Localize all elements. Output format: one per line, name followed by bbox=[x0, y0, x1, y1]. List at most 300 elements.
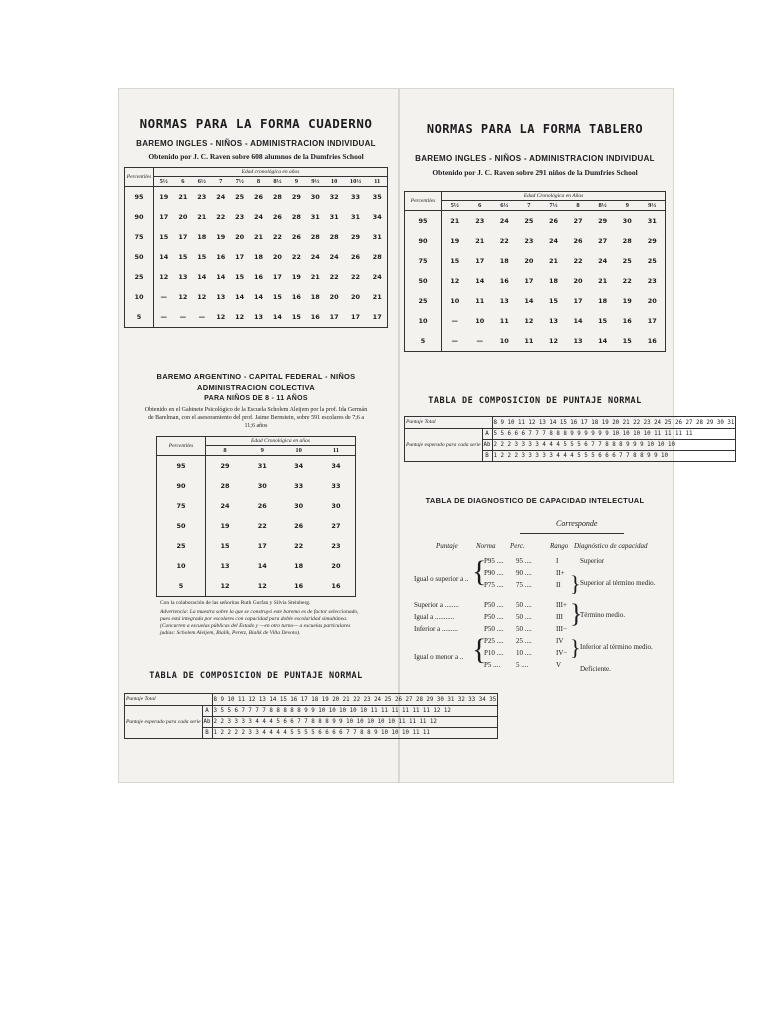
perc-cell: 90 .... bbox=[516, 569, 532, 577]
value-cell: 24 bbox=[220, 502, 230, 510]
total-values: 8 9 10 11 12 13 14 15 16 17 18 19 20 21 22 23 24 25 26 27 28 29 30 31 bbox=[492, 417, 736, 429]
total-label: Puntaje Total bbox=[125, 694, 213, 706]
rango-cell: IV− bbox=[556, 649, 568, 657]
age-header: Edad cronológica en años bbox=[154, 168, 388, 177]
series-a-values: 3 5 5 6 7 7 7 7 8 8 8 8 8 9 9 10 10 10 10 10 11 11 11 11 11 11 12 12 bbox=[212, 706, 498, 717]
value-cell: 12 bbox=[216, 313, 226, 321]
percentile-cell: 5 bbox=[405, 331, 442, 352]
table-row bbox=[125, 227, 388, 247]
value-cell: 18 bbox=[499, 257, 509, 265]
value-cell: 22 bbox=[350, 273, 361, 281]
value-cell: 17 bbox=[159, 213, 169, 221]
table-row bbox=[405, 271, 666, 291]
value-cell: 17 bbox=[647, 317, 657, 325]
value-cell: 20 bbox=[178, 213, 188, 221]
value-cell: 31 bbox=[647, 217, 657, 225]
value-cell: 13 bbox=[499, 297, 509, 305]
value-cell: 18 bbox=[598, 297, 608, 305]
mid-label-superior: Superior a ........ bbox=[414, 601, 459, 609]
value-cell: 23 bbox=[197, 193, 207, 201]
percentile-cell: 10 bbox=[157, 556, 206, 576]
percentile-cell: 75 bbox=[405, 251, 442, 271]
value-cell: 16 bbox=[310, 313, 320, 321]
value-cell: — bbox=[451, 337, 458, 345]
value-cell: 23 bbox=[647, 277, 657, 285]
perc-cell: 95 .... bbox=[516, 557, 532, 565]
age-column-header: 11 bbox=[317, 446, 356, 456]
value-cell: 13 bbox=[216, 293, 226, 301]
series-ab-values: 2 2 3 3 3 3 4 4 4 5 6 6 7 7 8 8 8 9 9 10 10 10 10 10 11 11 11 12 bbox=[212, 717, 498, 728]
value-cell: 29 bbox=[598, 217, 608, 225]
value-cell: 25 bbox=[524, 217, 534, 225]
value-cell: 13 bbox=[220, 562, 230, 570]
norma-cell: P50 .... bbox=[484, 625, 504, 633]
value-cell: 19 bbox=[159, 193, 169, 201]
value-cell: 23 bbox=[331, 542, 341, 550]
norma-cell: P95 .... bbox=[484, 557, 504, 565]
value-cell: 25 bbox=[647, 257, 657, 265]
norma-cell: P50 .... bbox=[484, 601, 504, 609]
value-cell: 14 bbox=[257, 562, 267, 570]
percentile-cell: 90 bbox=[125, 207, 154, 227]
value-cell: 18 bbox=[548, 277, 558, 285]
corresponde-label: Corresponde bbox=[556, 519, 598, 528]
superior-group-label: Igual o superior a .. bbox=[414, 575, 469, 583]
composition-title-right: TABLA DE COMPOSICION DE PUNTAJE NORMAL bbox=[428, 396, 642, 406]
table-row bbox=[125, 287, 388, 307]
table-row bbox=[405, 231, 666, 251]
value-cell: 28 bbox=[291, 213, 301, 221]
value-cell: 22 bbox=[294, 542, 304, 550]
percentiles-header: Percentiles bbox=[125, 168, 154, 187]
value-cell: 22 bbox=[573, 257, 583, 265]
value-cell: — bbox=[179, 313, 187, 321]
value-cell: — bbox=[160, 313, 167, 321]
rango-cell: III bbox=[556, 613, 563, 621]
value-cell: 24 bbox=[216, 193, 226, 201]
composition-table-right bbox=[404, 416, 736, 462]
age-column-header: 8 bbox=[249, 177, 268, 187]
age-column-header: 7 bbox=[517, 201, 542, 211]
percentiles-header: Percentiles bbox=[157, 437, 206, 456]
percentile-cell: 10 bbox=[405, 311, 442, 331]
value-cell: 29 bbox=[291, 193, 301, 201]
ages-row bbox=[125, 177, 388, 187]
value-cell: 25 bbox=[235, 193, 245, 201]
mid-label-inferior: Inferior a ......... bbox=[414, 625, 458, 633]
composition-table-left bbox=[124, 693, 498, 739]
value-cell: 20 bbox=[272, 253, 282, 261]
value-cell: 31 bbox=[329, 213, 339, 221]
norma-cell: P10 .... bbox=[484, 649, 504, 657]
norma-cell: P50 .... bbox=[484, 613, 504, 621]
tablero-subtitle: BAREMO INGLES - NIÑOS - ADMINISTRACION INDIVIDUAL bbox=[415, 154, 655, 163]
value-cell: 12 bbox=[257, 582, 267, 590]
age-column-header: 6 bbox=[467, 201, 492, 211]
value-cell: 16 bbox=[216, 253, 226, 261]
value-cell: 28 bbox=[329, 233, 339, 241]
expected-label: Puntaje esperado para cada serie bbox=[405, 429, 483, 462]
rango-cell: V bbox=[556, 661, 562, 669]
value-cell: — bbox=[160, 293, 167, 301]
series-a-label: A bbox=[482, 429, 492, 440]
age-column-header: 8 bbox=[566, 201, 591, 211]
age-header: Edad Cronológica en años bbox=[206, 437, 356, 446]
value-cell: 14 bbox=[216, 273, 226, 281]
age-column-header: 10 bbox=[325, 177, 344, 187]
age-column-header: 9 bbox=[615, 201, 640, 211]
perc-cell: 50 .... bbox=[516, 613, 532, 621]
value-cell: 14 bbox=[272, 313, 282, 321]
age-column-header: 10 bbox=[280, 446, 316, 456]
diag-medio: Término medio. bbox=[580, 611, 626, 619]
corresponde-line bbox=[520, 533, 624, 534]
age-column-header: 7½ bbox=[230, 177, 249, 187]
value-cell: 17 bbox=[272, 273, 282, 281]
value-cell: 28 bbox=[372, 253, 382, 261]
value-cell: 15 bbox=[622, 337, 632, 345]
value-cell: 20 bbox=[331, 562, 341, 570]
table-row bbox=[125, 307, 388, 328]
perc-cell: 50 .... bbox=[516, 625, 532, 633]
value-cell: 16 bbox=[622, 317, 632, 325]
table-row bbox=[125, 247, 388, 267]
value-cell: 22 bbox=[216, 213, 226, 221]
table-row bbox=[405, 311, 666, 331]
value-cell: 16 bbox=[294, 582, 304, 590]
brace-superior: { bbox=[472, 555, 487, 588]
tablero-title: NORMAS PARA LA FORMA TABLERO bbox=[426, 122, 644, 136]
perc-cell: 75 .... bbox=[516, 581, 532, 589]
value-cell: 12 bbox=[450, 277, 460, 285]
value-cell: 21 bbox=[450, 217, 460, 225]
series-ab-label: Ab bbox=[202, 717, 212, 728]
value-cell: 24 bbox=[254, 213, 264, 221]
header-norma: Norma bbox=[476, 542, 496, 550]
value-cell: 10 bbox=[499, 337, 509, 345]
mid-label-igual: Igual a ........... bbox=[414, 613, 455, 621]
value-cell: 19 bbox=[220, 522, 230, 530]
value-cell: 16 bbox=[499, 277, 509, 285]
value-cell: 28 bbox=[220, 482, 230, 490]
value-cell: 14 bbox=[159, 253, 169, 261]
norma-cell: P5 .... bbox=[484, 661, 501, 669]
tablero-source: Obtenido por J. C. Raven sobre 291 niños de la Dumfries School bbox=[432, 168, 638, 177]
age-column-header: 7½ bbox=[541, 201, 566, 211]
table-row bbox=[125, 207, 388, 227]
value-cell: 30 bbox=[622, 217, 632, 225]
value-cell: 15 bbox=[220, 542, 230, 550]
header-puntaje: Puntaje bbox=[436, 542, 458, 550]
rango-cell: III+ bbox=[556, 601, 567, 609]
age-column-header: 8 bbox=[206, 446, 244, 456]
table-row bbox=[157, 476, 356, 496]
percentile-cell: 5 bbox=[125, 307, 154, 328]
value-cell: 17 bbox=[524, 277, 534, 285]
value-cell: 23 bbox=[235, 213, 245, 221]
rango-cell: III− bbox=[556, 625, 567, 633]
value-cell: 29 bbox=[220, 462, 230, 470]
series-a-values: 5 5 6 6 6 7 7 7 8 8 8 9 9 9 9 9 9 10 10 10 10 11 11 11 11 bbox=[492, 429, 736, 440]
value-cell: 15 bbox=[197, 253, 207, 261]
table-row bbox=[157, 516, 356, 536]
value-cell: 11 bbox=[499, 317, 509, 325]
value-cell: 14 bbox=[197, 273, 207, 281]
percentile-cell: 50 bbox=[125, 247, 154, 267]
value-cell: 34 bbox=[294, 462, 304, 470]
value-cell: 17 bbox=[235, 253, 245, 261]
value-cell: 12 bbox=[524, 317, 534, 325]
value-cell: 15 bbox=[235, 273, 245, 281]
argentino-title: BAREMO ARGENTINO - CAPITAL FEDERAL - NIÑOS bbox=[156, 372, 356, 381]
value-cell: 21 bbox=[475, 237, 485, 245]
header-rango: Rango bbox=[550, 542, 569, 550]
brace-inf-medio: } bbox=[570, 635, 581, 660]
series-ab-label: Ab bbox=[482, 440, 492, 451]
value-cell: 16 bbox=[331, 582, 341, 590]
value-cell: 22 bbox=[499, 237, 509, 245]
value-cell: 18 bbox=[294, 562, 304, 570]
value-cell: 28 bbox=[622, 237, 632, 245]
value-cell: 33 bbox=[331, 482, 341, 490]
value-cell: — bbox=[198, 313, 206, 321]
value-cell: 34 bbox=[331, 462, 341, 470]
value-cell: 30 bbox=[257, 482, 267, 490]
age-column-header: 10½ bbox=[344, 177, 368, 187]
value-cell: 17 bbox=[178, 233, 188, 241]
value-cell: 33 bbox=[350, 193, 361, 201]
perc-cell: 25 .... bbox=[516, 637, 532, 645]
value-cell: — bbox=[451, 317, 458, 325]
series-a-label: A bbox=[202, 706, 212, 717]
value-cell: 23 bbox=[475, 217, 485, 225]
value-cell: 22 bbox=[291, 253, 301, 261]
value-cell: 21 bbox=[548, 257, 558, 265]
table-row bbox=[405, 331, 666, 352]
value-cell: 19 bbox=[450, 237, 460, 245]
perc-cell: 5 .... bbox=[516, 661, 529, 669]
series-b-values: 1 2 2 2 3 3 3 3 3 4 4 4 5 5 5 6 6 6 7 7 8 8 9 9 10 bbox=[492, 451, 736, 462]
value-cell: 26 bbox=[350, 253, 361, 261]
value-cell: 26 bbox=[257, 502, 267, 510]
value-cell: 34 bbox=[372, 213, 382, 221]
value-cell: 31 bbox=[350, 213, 361, 221]
value-cell: 20 bbox=[573, 277, 583, 285]
age-column-header: 5½ bbox=[154, 177, 174, 187]
age-column-header: 11 bbox=[367, 177, 387, 187]
percentile-cell: 75 bbox=[125, 227, 154, 247]
percentile-cell: 5 bbox=[157, 576, 206, 597]
value-cell: 22 bbox=[329, 273, 339, 281]
table-row bbox=[125, 267, 388, 287]
value-cell: 12 bbox=[220, 582, 230, 590]
value-cell: 24 bbox=[329, 253, 339, 261]
value-cell: 14 bbox=[235, 293, 245, 301]
argentino-age-range: PARA NIÑOS DE 8 - 11 AÑOS bbox=[204, 395, 308, 402]
rango-cell: IV bbox=[556, 637, 564, 645]
percentile-cell: 90 bbox=[405, 231, 442, 251]
argentino-subtitle: ADMINISTRACION COLECTIVA bbox=[197, 383, 315, 392]
value-cell: 12 bbox=[197, 293, 207, 301]
table-row bbox=[125, 187, 388, 208]
percentile-cell: 50 bbox=[157, 516, 206, 536]
percentile-cell: 50 bbox=[405, 271, 442, 291]
value-cell: 21 bbox=[254, 233, 264, 241]
norma-cell: P25 .... bbox=[484, 637, 504, 645]
value-cell: 12 bbox=[178, 293, 188, 301]
value-cell: 17 bbox=[475, 257, 485, 265]
value-cell: 21 bbox=[178, 193, 188, 201]
age-column-header: 9 bbox=[244, 446, 280, 456]
value-cell: 23 bbox=[524, 237, 534, 245]
value-cell: 31 bbox=[310, 213, 320, 221]
rango-cell: II bbox=[556, 581, 561, 589]
value-cell: 24 bbox=[310, 253, 320, 261]
age-column-header: 6½ bbox=[492, 201, 517, 211]
value-cell: 17 bbox=[257, 542, 267, 550]
value-cell: 22 bbox=[622, 277, 632, 285]
collaboration-note: Con la colaboración de las señoritas Ruth Gurfan y Silvia Steinberg. bbox=[160, 600, 311, 606]
value-cell: 15 bbox=[178, 253, 188, 261]
value-cell: 35 bbox=[372, 193, 382, 201]
value-cell: 14 bbox=[524, 297, 534, 305]
percentile-cell: 75 bbox=[157, 496, 206, 516]
cuaderno-norms-table bbox=[124, 167, 388, 328]
perc-cell: 50 .... bbox=[516, 601, 532, 609]
value-cell: 19 bbox=[622, 297, 632, 305]
percentile-cell: 95 bbox=[125, 187, 154, 208]
brace-sup-medio: } bbox=[570, 571, 581, 596]
value-cell: 21 bbox=[197, 213, 207, 221]
percentile-cell: 95 bbox=[405, 211, 442, 232]
norma-cell: P90 .... bbox=[484, 569, 504, 577]
value-cell: 28 bbox=[272, 193, 282, 201]
value-cell: 14 bbox=[598, 337, 608, 345]
table-row bbox=[405, 291, 666, 311]
value-cell: 17 bbox=[372, 313, 382, 321]
cuaderno-title: NORMAS PARA LA FORMA CUADERNO bbox=[139, 116, 373, 131]
series-ab-values: 2 2 2 3 3 3 3 4 4 4 5 5 5 6 7 7 8 8 8 9 9 9 10 10 10 bbox=[492, 440, 736, 451]
value-cell: 14 bbox=[573, 317, 583, 325]
value-cell: 26 bbox=[254, 193, 264, 201]
value-cell: 13 bbox=[573, 337, 583, 345]
value-cell: 26 bbox=[291, 233, 301, 241]
rango-cell: II+ bbox=[556, 569, 565, 577]
value-cell: 16 bbox=[291, 293, 301, 301]
value-cell: 26 bbox=[548, 217, 558, 225]
value-cell: 16 bbox=[254, 273, 264, 281]
value-cell: 28 bbox=[310, 233, 320, 241]
tablero-norms-table bbox=[404, 191, 666, 352]
age-column-header: 8½ bbox=[268, 177, 287, 187]
age-column-header: 6½ bbox=[192, 177, 211, 187]
value-cell: 12 bbox=[235, 313, 245, 321]
age-header: Edad Cronológica en Años bbox=[442, 192, 666, 201]
argentino-source: Obtenido en el Gabinete Psicológico de la Escuela Scholem Aleijem por la prof. Ida Germán de Barelman, con el asesoramiento del prof. Jaime Bernstein, sobre 591 escolares de 7;6 a 11;6 años bbox=[144, 407, 368, 429]
inferior-group-label: Igual o menor a .. bbox=[414, 653, 464, 661]
value-cell: 32 bbox=[329, 193, 339, 201]
series-b-label: B bbox=[482, 451, 492, 462]
diagnostic-table bbox=[404, 513, 666, 693]
value-cell: 19 bbox=[291, 273, 301, 281]
value-cell: 26 bbox=[573, 237, 583, 245]
total-values: 8 9 10 11 12 13 14 15 16 17 18 19 20 21 22 23 24 25 26 27 28 29 30 31 32 33 34 35 bbox=[212, 694, 498, 706]
value-cell: 31 bbox=[257, 462, 267, 470]
value-cell: 11 bbox=[524, 337, 534, 345]
perc-cell: 10 .... bbox=[516, 649, 532, 657]
argentino-norms-table bbox=[156, 436, 356, 597]
value-cell: 26 bbox=[294, 522, 304, 530]
value-cell: 17 bbox=[350, 313, 361, 321]
value-cell: 16 bbox=[647, 337, 657, 345]
percentile-cell: 25 bbox=[125, 267, 154, 287]
age-column-header: 9½ bbox=[306, 177, 325, 187]
value-cell: 13 bbox=[254, 313, 264, 321]
value-cell: 20 bbox=[647, 297, 657, 305]
series-b-label: B bbox=[202, 728, 212, 739]
table-row bbox=[405, 251, 666, 271]
age-column-header: 7 bbox=[211, 177, 230, 187]
header-diagnostico: Diagnóstico de capacidad bbox=[574, 542, 648, 550]
value-cell: 20 bbox=[350, 293, 361, 301]
age-column-header: 6 bbox=[173, 177, 192, 187]
value-cell: 24 bbox=[548, 237, 558, 245]
table-row bbox=[157, 576, 356, 597]
table-row bbox=[157, 536, 356, 556]
value-cell: 15 bbox=[598, 317, 608, 325]
value-cell: 12 bbox=[548, 337, 558, 345]
value-cell: 10 bbox=[475, 317, 485, 325]
page-fold bbox=[398, 88, 400, 783]
value-cell: 31 bbox=[372, 233, 382, 241]
value-cell: 15 bbox=[450, 257, 460, 265]
norma-cell: P75 .... bbox=[484, 581, 504, 589]
diagnostic-title: TABLA DE DIAGNOSTICO DE CAPACIDAD INTELECTUAL bbox=[425, 496, 645, 505]
value-cell: 18 bbox=[310, 293, 320, 301]
value-cell: 33 bbox=[294, 482, 304, 490]
percentile-cell: 25 bbox=[405, 291, 442, 311]
percentile-cell: 10 bbox=[125, 287, 154, 307]
value-cell: 22 bbox=[272, 233, 282, 241]
brace-inferior: { bbox=[472, 633, 487, 666]
series-b-values: 1 2 2 2 2 3 3 4 4 4 4 5 5 5 5 6 6 6 6 7 7 8 8 9 10 10 10 11 11 bbox=[212, 728, 498, 739]
value-cell: 22 bbox=[257, 522, 267, 530]
cuaderno-subtitle: BAREMO INGLES - NIÑOS - ADMINISTRACION INDIVIDUAL bbox=[136, 139, 376, 148]
value-cell: 18 bbox=[254, 253, 264, 261]
value-cell: 12 bbox=[159, 273, 169, 281]
value-cell: 19 bbox=[216, 233, 226, 241]
percentiles-header: Percentiles bbox=[405, 192, 442, 211]
value-cell: 30 bbox=[331, 502, 341, 510]
composition-title-left: TABLA DE COMPOSICION DE PUNTAJE NORMAL bbox=[149, 671, 363, 681]
brace-medio: } bbox=[570, 599, 583, 628]
value-cell: 24 bbox=[499, 217, 509, 225]
value-cell: 11 bbox=[475, 297, 485, 305]
diag-superior: Superior bbox=[580, 557, 605, 565]
value-cell: 14 bbox=[475, 277, 485, 285]
rango-cell: I bbox=[556, 557, 559, 565]
value-cell: 21 bbox=[598, 277, 608, 285]
value-cell: 26 bbox=[272, 213, 282, 221]
value-cell: 17 bbox=[573, 297, 583, 305]
table-row bbox=[157, 456, 356, 477]
cuaderno-source: Obtenido por J. C. Raven sobre 608 alumnos de la Dumfries School bbox=[148, 152, 364, 161]
value-cell: 29 bbox=[647, 237, 657, 245]
ages-row bbox=[405, 201, 666, 211]
value-cell: 30 bbox=[310, 193, 320, 201]
value-cell: 27 bbox=[331, 522, 341, 530]
table-row bbox=[157, 496, 356, 516]
